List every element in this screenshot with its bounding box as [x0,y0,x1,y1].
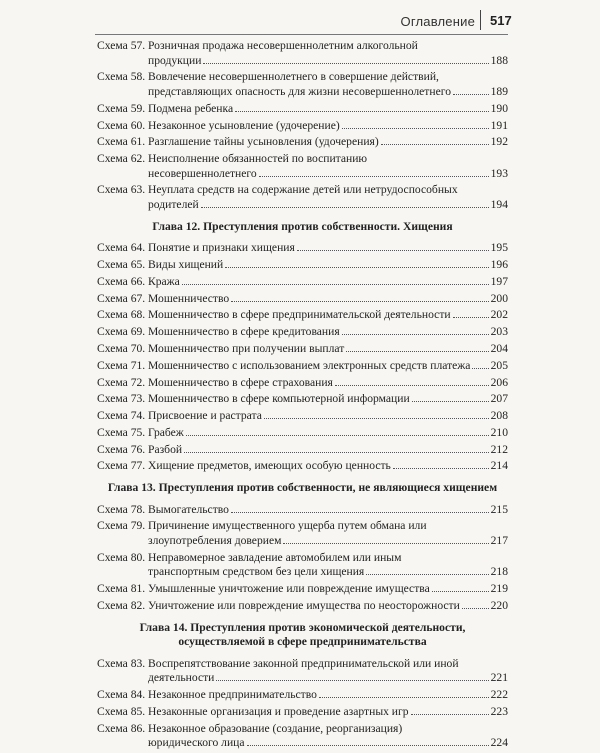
header-separator [480,10,481,30]
dot-leader [201,207,489,208]
toc-entry[interactable] [97,519,508,548]
entry-last-line [148,102,508,117]
dot-leader [182,284,489,285]
entry-title-line: Кража [148,274,180,288]
entry-last-line [148,534,508,549]
entry-title-line: Мошенничество в сфере кредитования [148,325,340,339]
entry-title-line: Подмена ребенка [148,101,234,115]
entry-page-number: 223 [490,704,508,718]
scheme-number: Схема 72. [97,375,146,389]
dot-leader [472,368,488,369]
dot-leader [225,267,488,268]
scheme-number: Схема 70. [97,341,146,355]
entry-body [148,426,508,441]
entry-last-line [148,503,508,518]
toc-entry[interactable] [97,308,508,323]
dot-leader [411,714,489,715]
entry-page-number: 212 [490,442,508,456]
entry-title-line: Причинение имущественного ущерба путем обмана или [148,519,427,533]
scheme-number: Схема 71. [97,358,146,372]
toc-entry[interactable] [97,392,508,407]
entry-title-line: родителей [148,198,199,212]
table-of-contents [97,39,508,753]
entry-last-line [148,392,508,407]
entry-page-number: 192 [490,135,508,149]
dot-leader [346,351,488,352]
entry-title-line: продукции [148,53,202,67]
toc-entry[interactable] [97,275,508,290]
scheme-number: Схема 69. [97,325,146,339]
entry-page-number: 221 [490,671,508,685]
entry-title-line: Воспрепятствование законной предпринимательской или иной [148,656,459,670]
scheme-number: Схема 57. [97,39,146,52]
dot-leader [342,334,489,335]
entry-last-line [148,565,508,580]
entry-body [148,582,508,597]
toc-entry[interactable] [97,376,508,391]
entry-title-line: юридического лица [148,736,245,750]
entry-last-line [148,426,508,441]
entry-title-line: Умышленные уничтожение или повреждение имущества [148,582,430,596]
entry-title-line: Неправомерное завладение автомобилем или иным [148,550,402,564]
dot-leader [216,680,488,681]
entry-body [148,705,508,720]
toc-entry[interactable] [97,292,508,307]
page-number: 517 [490,13,512,28]
toc-entry[interactable] [97,325,508,340]
entry-last-line [148,275,508,290]
entry-last-line [148,325,508,340]
entry-body [148,688,508,703]
entry-title-line: несовершеннолетнего [148,166,257,180]
entry-page-number: 194 [490,198,508,212]
dot-leader [319,697,489,698]
entry-page-number: 200 [490,291,508,305]
entry-page-number: 219 [490,582,508,596]
entry-title-line: Мошенничество в сфере страхования [148,375,333,389]
chapter-heading [97,220,508,235]
entry-body [148,152,508,181]
entry-last-line [148,308,508,323]
entry-page-number: 220 [490,598,508,612]
entry-last-line [148,359,508,374]
dot-leader [231,301,488,302]
entry-body [148,292,508,307]
entry-title-line: Мошенничество с использованием электронных средств платежа [148,358,471,372]
entry-body [148,258,508,273]
scheme-number: Схема 82. [97,598,146,612]
entry-body [148,376,508,391]
entry-title-line: Грабеж [148,425,184,439]
toc-entry[interactable] [97,551,508,580]
dot-leader [203,63,488,64]
entry-body [148,599,508,614]
dot-leader [297,250,489,251]
toc-entry[interactable] [97,152,508,181]
entry-page-number: 214 [490,459,508,473]
entry-page-number: 208 [490,409,508,423]
entry-body [148,241,508,256]
entry-last-line [148,167,508,182]
entry-body [148,119,508,134]
entry-body [148,409,508,424]
scheme-number: Схема 86. [97,721,146,735]
scheme-number: Схема 83. [97,656,146,670]
toc-entry[interactable] [97,258,508,273]
entry-last-line [148,705,508,720]
entry-title-line: деятельности [148,671,215,685]
scheme-number: Схема 84. [97,688,146,702]
dot-leader [366,574,488,575]
scheme-number: Схема 78. [97,502,146,516]
entry-last-line [148,409,508,424]
dot-leader [231,512,489,513]
entry-page-number: 224 [490,736,508,750]
toc-entry[interactable] [97,70,508,99]
entry-page-number: 189 [490,84,508,98]
scheme-number: Схема 81. [97,582,146,596]
entry-body [148,392,508,407]
entry-body [148,359,508,374]
dot-leader [184,452,489,453]
entry-title-line: представляющих опасность для жизни несовершеннолетнего [148,84,451,98]
entry-last-line [148,198,508,213]
chapter-heading [97,481,508,496]
entry-body [148,325,508,340]
scheme-number: Схема 73. [97,392,146,406]
entry-body [148,459,508,474]
toc-entry[interactable] [97,135,508,150]
entry-body [148,275,508,290]
scheme-number: Схема 75. [97,425,146,439]
header-rule [95,34,508,35]
entry-last-line [148,119,508,134]
entry-title-line: Мошенничество [148,291,230,305]
entry-page-number: 203 [490,325,508,339]
entry-title-line: Неисполнение обязанностей по воспитанию [148,152,368,166]
toc-entry[interactable] [97,599,508,614]
entry-title-line: транспортным средством без цели хищения [148,565,365,579]
dot-leader [432,591,489,592]
toc-entry[interactable] [97,443,508,458]
scheme-number: Схема 79. [97,519,146,533]
entry-page-number: 197 [490,274,508,288]
entry-title-line: Незаконное усыновление (удочерение) [148,118,340,132]
entry-page-number: 215 [490,502,508,516]
chapter-heading-line: Глава 13. Преступления против собственности, не являющиеся хищением [107,481,498,494]
entry-body [148,342,508,357]
toc-entry[interactable] [97,722,508,751]
entry-page-number: 191 [490,118,508,132]
toc-entry[interactable] [97,705,508,720]
entry-page-number: 195 [490,241,508,255]
dot-leader [186,435,489,436]
entry-last-line [148,258,508,273]
toc-entry[interactable] [97,342,508,357]
dot-leader [462,608,489,609]
scheme-number: Схема 61. [97,135,146,149]
entry-title-line: Разглашение тайны усыновления (удочерения) [148,135,379,149]
scheme-number: Схема 67. [97,291,146,305]
entry-title-line: Понятие и признаки хищения [148,241,295,255]
dot-leader [381,144,489,145]
chapter-heading-line: Глава 12. Преступления против собственности. Хищения [152,219,453,233]
scheme-number: Схема 59. [97,101,146,115]
scheme-number: Схема 68. [97,308,146,322]
entry-last-line [148,376,508,391]
entry-page-number: 210 [490,425,508,439]
dot-leader [453,317,489,318]
scheme-number: Схема 74. [97,409,146,423]
scheme-number: Схема 65. [97,258,146,272]
entry-page-number: 218 [490,565,508,579]
entry-last-line [148,292,508,307]
entry-title-line: Вовлечение несовершеннолетнего в совершение действий, [148,70,439,84]
entry-page-number: 193 [490,166,508,180]
entry-last-line [148,135,508,150]
scheme-number: Схема 64. [97,241,146,255]
toc-entry[interactable] [97,657,508,686]
entry-body [148,183,508,212]
entry-last-line [148,85,508,100]
toc-entry[interactable] [97,426,508,441]
entry-last-line [148,582,508,597]
entry-page-number: 202 [490,308,508,322]
dot-leader [412,401,489,402]
entry-title-line: Мошенничество при получении выплат [148,341,345,355]
entry-last-line [148,671,508,686]
entry-body [148,503,508,518]
entry-title-line: Вымогательство [148,502,229,516]
toc-entry[interactable] [97,241,508,256]
scheme-number: Схема 63. [97,183,146,197]
dot-leader [264,418,489,419]
entry-body [148,135,508,150]
entry-body [148,443,508,458]
dot-leader [335,385,489,386]
entry-title-line: Разбой [148,442,183,456]
entry-last-line [148,599,508,614]
entry-body [148,551,508,580]
entry-title-line: Незаконное образование (создание, реорганизация) [148,721,403,735]
entry-title-line: Незаконное предпринимательство [148,688,317,702]
entry-title-line: Мошенничество в сфере компьютерной информации [148,392,410,406]
entry-page-number: 207 [490,392,508,406]
dot-leader [259,176,489,177]
entry-body [148,102,508,117]
entry-title-line: Виды хищений [148,258,224,272]
entry-last-line [148,736,508,751]
scheme-number: Схема 80. [97,550,146,564]
entry-last-line [148,443,508,458]
toc-entry[interactable] [97,459,508,474]
entry-last-line [148,241,508,256]
entry-body [148,722,508,751]
scheme-number: Схема 76. [97,442,146,456]
dot-leader [283,543,488,544]
dot-leader [453,94,489,95]
chapter-heading [97,621,508,650]
entry-title-line: Хищение предметов, имеющих особую ценность [148,459,391,473]
entry-page-number: 205 [490,358,508,372]
entry-page-number: 222 [490,688,508,702]
entry-title-line: Незаконные организация и проведение азартных игр [148,704,409,718]
toc-entry[interactable] [97,39,508,68]
toc-entry[interactable] [97,688,508,703]
entry-body [148,39,508,68]
entry-page-number: 206 [490,375,508,389]
toc-entry[interactable] [97,503,508,518]
dot-leader [393,468,489,469]
entry-page-number: 217 [490,533,508,547]
dot-leader [247,745,489,746]
scheme-number: Схема 60. [97,118,146,132]
entry-page-number: 196 [490,258,508,272]
entry-title-line: Неуплата средств на содержание детей или нетрудоспособных [148,183,458,197]
entry-last-line [148,688,508,703]
scheme-number: Схема 66. [97,274,146,288]
entry-last-line [148,342,508,357]
scheme-number: Схема 85. [97,704,146,718]
toc-entry[interactable] [97,119,508,134]
scheme-number: Схема 58. [97,70,146,84]
entry-title-line: Уничтожение или повреждение имущества по неосторожности [148,598,460,612]
entry-page-number: 204 [490,341,508,355]
toc-entry[interactable] [97,102,508,117]
toc-entry[interactable] [97,359,508,374]
entry-last-line [148,459,508,474]
page-header [0,0,600,38]
entry-page-number: 190 [490,101,508,115]
entry-body [148,519,508,548]
scheme-number: Схема 77. [97,459,146,473]
entry-body [148,70,508,99]
toc-entry[interactable] [97,183,508,212]
toc-entry[interactable] [97,582,508,597]
dot-leader [235,111,489,112]
entry-title-line: Мошенничество в сфере предпринимательской деятельности [148,308,451,322]
entry-last-line [148,54,508,69]
running-title: Оглавление [400,14,475,29]
dot-leader [342,128,489,129]
entry-title-line: злоупотребления доверием [148,533,282,547]
chapter-heading-line: осуществляемой в сфере предпринимательства [178,635,427,649]
entry-title-line: Присвоение и растрата [148,409,262,423]
entry-body [148,308,508,323]
entry-title-line: Розничная продажа несовершеннолетним алкогольной [148,39,418,52]
chapter-heading-line: Глава 14. Преступления против экономической деятельности, [139,620,466,634]
entry-body [148,657,508,686]
entry-page-number: 188 [490,53,508,67]
scheme-number: Схема 62. [97,152,146,166]
toc-entry[interactable] [97,409,508,424]
